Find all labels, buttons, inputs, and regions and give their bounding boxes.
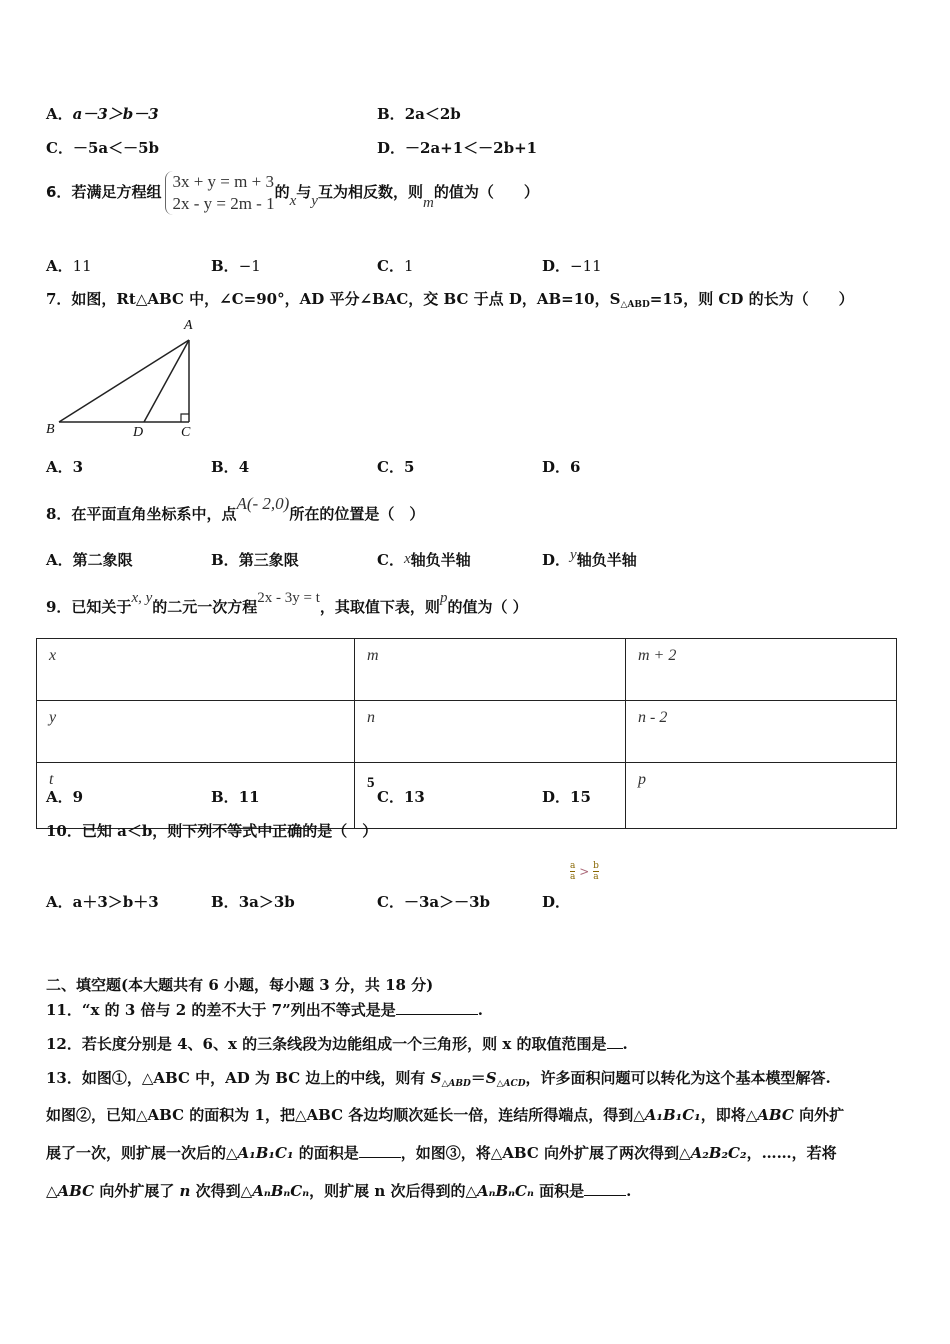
fraction-a <box>570 861 575 882</box>
option-text: a－3＞b－3 <box>72 105 159 123</box>
option-text: 轴负半轴 <box>410 551 471 569</box>
q10-option-b <box>211 891 295 912</box>
question-text: 面积是 <box>533 1182 585 1200</box>
question-text: 12．若长度分别是 4、6、x 的三条线段为边能组成一个三角形，则 x 的取值范围是 <box>46 1035 607 1053</box>
question-text: 11．“x 的 3 倍与 2 的差不大于 7”列出不等式是是 <box>46 1001 396 1019</box>
question-12 <box>46 1033 628 1054</box>
question-9 <box>46 590 528 617</box>
question-text: 如图②，已知△ABC 的面积为 1，把△ABC 各边均顺次延长一倍，连结所得端点，得到△ <box>46 1106 645 1124</box>
option-text: a＋3＞b＋3 <box>72 893 159 911</box>
value-table <box>36 638 897 829</box>
q10-option-d <box>542 891 570 912</box>
option-text: －2a+1＜－2b+1 <box>405 139 538 157</box>
table-row <box>37 701 897 763</box>
option-label: A． <box>46 105 73 123</box>
q7-option-c <box>377 456 414 477</box>
question-text: ，则扩展 n 次后得到的△ <box>309 1182 477 1200</box>
text: 互为相反数，则 <box>317 183 423 201</box>
triangle-name: A₁B₁C₁ <box>644 1106 701 1124</box>
triangle-name: ABC <box>757 1106 794 1124</box>
table-cell: m + 2 <box>626 639 897 701</box>
q9-option-d <box>542 786 591 807</box>
table-cell: n - 2 <box>626 701 897 763</box>
subscript: △ABD <box>620 300 650 310</box>
option-label: B． <box>211 257 239 275</box>
answer-blank[interactable] <box>396 1000 478 1015</box>
option-text: 15 <box>570 788 591 806</box>
vertex-label-a: A <box>184 318 193 333</box>
question-text: 若满足方程组 <box>71 183 162 201</box>
question-text: 向外扩 <box>793 1106 845 1124</box>
option-label: D． <box>377 139 406 157</box>
denominator: a <box>570 872 576 882</box>
q7-option-a <box>46 456 83 477</box>
option-text: 2a＜2b <box>404 105 461 123</box>
q6-option-b <box>211 255 261 276</box>
equation-1: 3x + y = m + 3 <box>172 172 274 191</box>
question-text: 7．如图，Rt△ABC 中，∠C=90°，AD 平分∠BAC，交 BC 于点 D，AB=10，S <box>46 290 621 308</box>
point-a: A(- 2,0) <box>236 494 290 513</box>
option-label: A． <box>46 551 73 569</box>
option-label: C． <box>377 551 404 569</box>
q8-option-d <box>542 549 637 570</box>
area-symbol: S <box>485 1069 497 1087</box>
greater-than: > <box>579 864 590 879</box>
question-text: ，许多面积问题可以转化为这个基本模型解答. <box>525 1069 831 1087</box>
var-m: m <box>422 195 434 211</box>
answer-blank[interactable] <box>359 1143 401 1158</box>
q5-option-a <box>46 103 159 124</box>
q7-option-d <box>542 456 580 477</box>
period: . <box>626 1182 632 1200</box>
option-label: C． <box>377 458 404 476</box>
question-13-line-4 <box>46 1180 631 1201</box>
text: 的 <box>274 183 290 201</box>
var-y: y <box>311 193 318 209</box>
question-13-line-1 <box>46 1067 831 1088</box>
option-text: −11 <box>570 257 602 275</box>
numerator: b <box>593 861 599 871</box>
equation-system <box>165 171 274 215</box>
question-text: 展了一次，则扩展一次后的△ <box>46 1144 238 1162</box>
q6-option-c <box>377 255 414 276</box>
option-label: B． <box>211 893 239 911</box>
option-label: C． <box>377 893 404 911</box>
q9-option-b <box>211 786 260 807</box>
option-text: －3a＞－3b <box>403 893 491 911</box>
question-text: 的面积是 <box>293 1144 359 1162</box>
option-text: 13 <box>403 788 425 806</box>
answer-blank[interactable] <box>584 1181 626 1196</box>
question-text: 8．在平面直角坐标系中，点 <box>46 505 237 523</box>
question-13-line-3 <box>46 1142 837 1163</box>
triangle-name: ABC <box>57 1182 95 1200</box>
question-11 <box>46 999 483 1020</box>
option-label: A． <box>46 458 73 476</box>
question-text: 10．已知 a＜b，则下列不等式中正确的是（ ） <box>46 822 378 840</box>
answer-blank[interactable] <box>607 1034 623 1049</box>
question-text: 向外扩展了 <box>94 1182 180 1200</box>
question-text: 的值为（ ） <box>447 598 528 616</box>
question-7 <box>46 288 854 309</box>
option-text: 5 <box>403 458 415 476</box>
option-label: D． <box>542 257 571 275</box>
option-label: D． <box>542 458 571 476</box>
option-text: 11 <box>72 257 92 275</box>
q7-option-b <box>211 456 249 477</box>
table-cell: n <box>355 701 626 763</box>
text: 的值为（ ） <box>433 183 539 201</box>
subscript: △ABD <box>441 1079 471 1089</box>
option-label: A． <box>46 893 73 911</box>
table-row <box>37 639 897 701</box>
option-text: 第三象限 <box>238 551 299 569</box>
subscript: △ACD <box>496 1079 526 1089</box>
vertex-label-c: C <box>181 425 191 440</box>
period: . <box>622 1035 628 1053</box>
q8-option-b <box>211 549 299 570</box>
question-text: 13．如图①，△ABC 中，AD 为 BC 边上的中线，则有 <box>46 1069 431 1087</box>
table-cell: m <box>355 639 626 701</box>
q9-option-c <box>377 786 425 807</box>
section-title <box>46 974 433 995</box>
option-text: 3a＞3b <box>238 893 295 911</box>
var-y: y <box>570 547 577 563</box>
q10-option-a <box>46 891 159 912</box>
q9-option-a <box>46 786 83 807</box>
vertex-label-d: D <box>133 425 144 440</box>
triangle-figure <box>40 318 210 448</box>
equation-2: 2x - y = 2m - 1 <box>172 194 275 213</box>
option-label: D． <box>542 893 571 911</box>
option-text: 11 <box>238 788 260 806</box>
question-6 <box>46 171 539 215</box>
option-label: B． <box>377 105 405 123</box>
equation: 2x - 3y = t <box>257 590 320 606</box>
table-cell: p <box>626 763 897 829</box>
q5-option-c <box>46 137 159 158</box>
question-8 <box>46 494 425 524</box>
option-text: 1 <box>403 257 414 275</box>
fraction-b <box>593 861 599 882</box>
option-label: D． <box>542 551 571 569</box>
vars-xy: x, y <box>131 590 153 606</box>
option-text: 9 <box>72 788 84 806</box>
table-row <box>37 763 897 829</box>
option-text: −1 <box>238 257 261 275</box>
option-label: B． <box>211 788 239 806</box>
q6-option-d <box>542 255 602 276</box>
period: . <box>477 1001 483 1019</box>
table-cell: t <box>37 763 355 829</box>
table-cell: 5 <box>355 763 626 829</box>
q10-option-d-formula <box>570 861 599 882</box>
triangle-name: AₙBₙCₙ <box>252 1182 310 1200</box>
question-text: ，如图③，将△ABC 向外扩展了两次得到△ <box>400 1144 691 1162</box>
question-text: 的二元一次方程 <box>152 598 258 616</box>
var-p: p <box>439 590 448 606</box>
option-label: B． <box>211 551 239 569</box>
option-label: B． <box>211 458 239 476</box>
equals: ＝ <box>470 1069 486 1087</box>
question-text: 9．已知关于 <box>46 598 132 616</box>
question-13-line-2 <box>46 1104 844 1125</box>
question-number: 6． <box>46 183 72 201</box>
area-symbol: S <box>430 1069 442 1087</box>
question-text: △ <box>46 1182 58 1200</box>
q5-option-d <box>377 137 537 158</box>
option-label: D． <box>542 788 571 806</box>
numerator: a <box>570 861 576 871</box>
option-label: A． <box>46 788 73 806</box>
section-heading: 二、填空题(本大题共有 6 小题，每小题 3 分，共 18 分) <box>46 976 434 994</box>
var-n: n <box>179 1182 191 1200</box>
question-text: ，……，若将 <box>746 1144 837 1162</box>
question-text: 所在的位置是（ ） <box>289 505 425 523</box>
question-10 <box>46 820 377 841</box>
q10-option-c <box>377 891 490 912</box>
option-text: －5a＜－5b <box>72 139 160 157</box>
q6-option-a <box>46 255 92 276</box>
var-x: x <box>403 551 411 567</box>
denominator: a <box>593 872 599 882</box>
option-label: A． <box>46 257 73 275</box>
table-cell: x <box>37 639 355 701</box>
option-text: 3 <box>72 458 84 476</box>
option-label: C． <box>46 139 73 157</box>
var-x: x <box>289 193 297 209</box>
question-text: =15，则 CD 的长为（ ） <box>649 290 854 308</box>
option-label: C． <box>377 788 404 806</box>
option-text: 4 <box>238 458 250 476</box>
option-label: C． <box>377 257 404 275</box>
q8-option-c <box>377 549 471 570</box>
option-text: 轴负半轴 <box>576 551 637 569</box>
option-text: 第二象限 <box>72 551 133 569</box>
triangle-name: A₁B₁C₁ <box>237 1144 294 1162</box>
q5-option-b <box>377 103 461 124</box>
q8-option-a <box>46 549 133 570</box>
text: 与 <box>296 183 312 201</box>
question-text: ，即将△ <box>700 1106 758 1124</box>
vertex-label-b: B <box>46 422 55 437</box>
question-text: ，其取值下表，则 <box>319 598 440 616</box>
triangle-name: AₙBₙCₙ <box>476 1182 534 1200</box>
question-text: 次得到△ <box>190 1182 253 1200</box>
table-cell: y <box>37 701 355 763</box>
option-text: 6 <box>570 458 581 476</box>
triangle-name: A₂B₂C₂ <box>690 1144 747 1162</box>
